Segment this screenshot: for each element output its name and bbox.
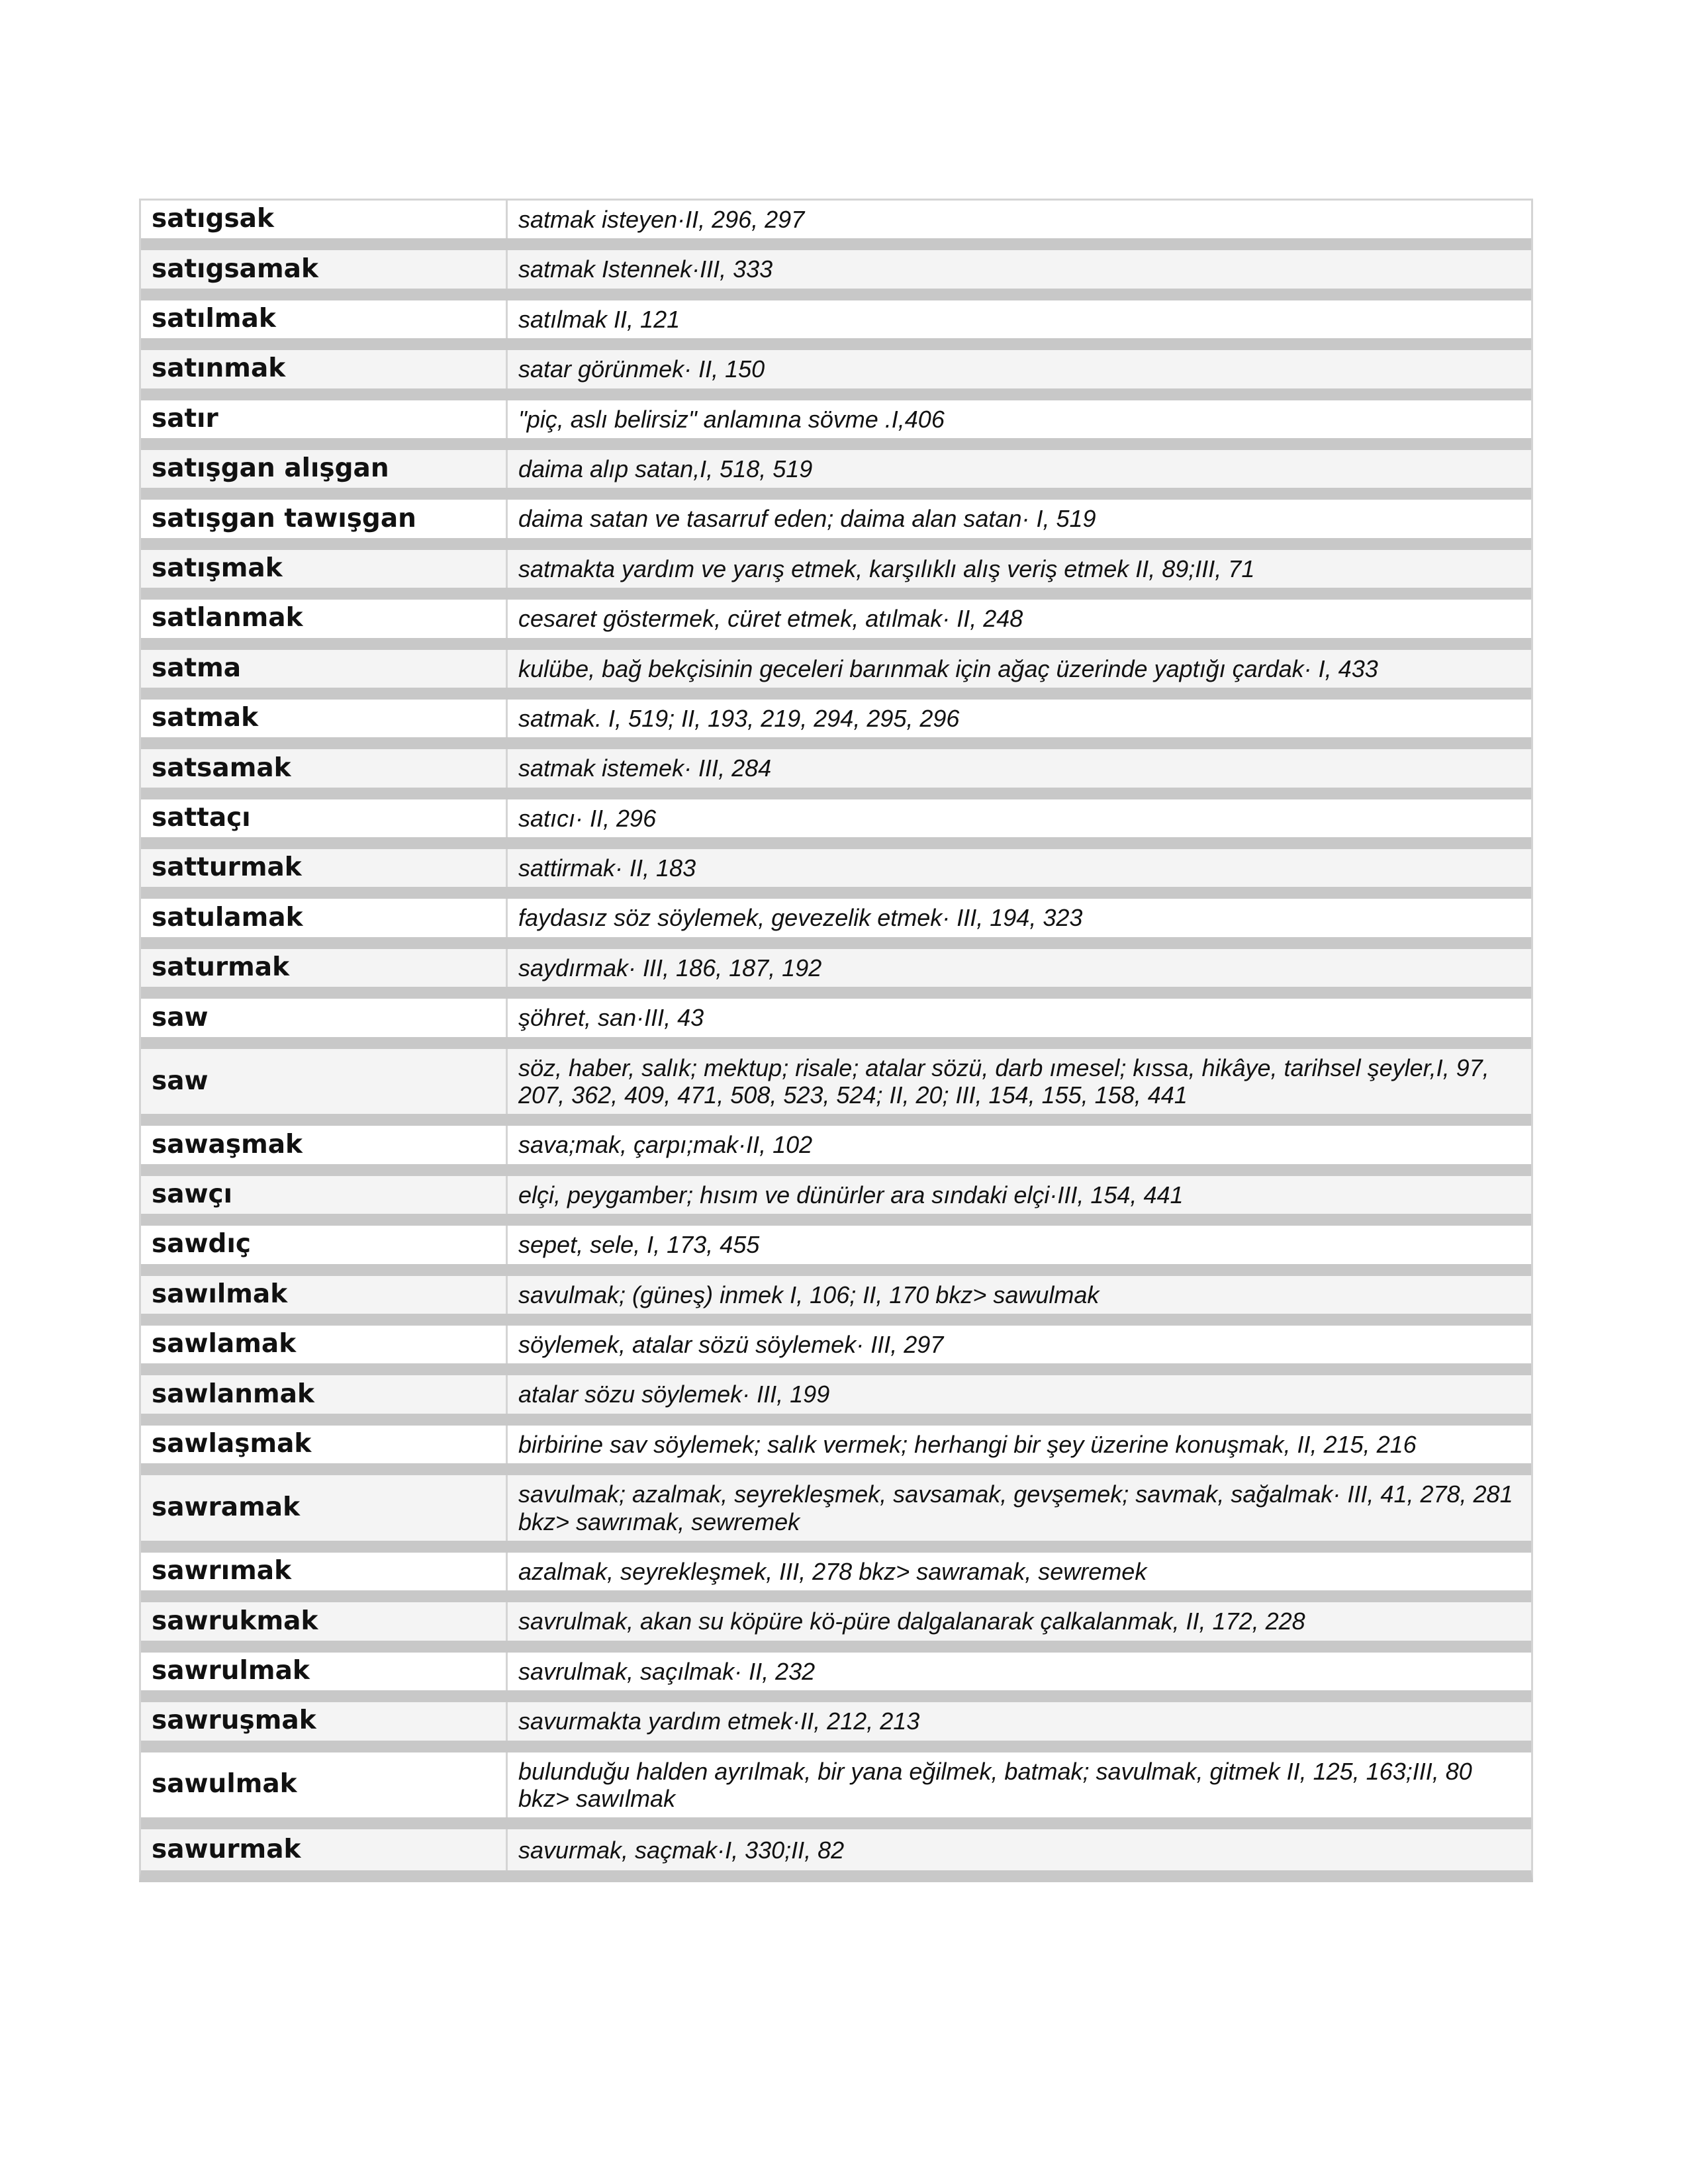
entry-definition: savulmak; (güneş) inmek I, 106; II, 170 bkz> sawulmak — [518, 1281, 1100, 1308]
entry-term: sawrukmak — [141, 1602, 508, 1640]
table-row — [141, 1829, 1531, 1870]
entry-term: sawılmak — [141, 1276, 508, 1314]
table-row — [141, 1475, 1531, 1553]
entry-definition: sepet, sele, I, 173, 455 — [518, 1231, 760, 1259]
entry-term: satıgsamak — [141, 250, 508, 288]
entry-term: satmak — [141, 700, 508, 737]
entry-term: saw — [141, 999, 508, 1036]
entry-term: sawlanmak — [141, 1375, 508, 1413]
table-row — [141, 201, 1531, 250]
table-row — [141, 1326, 1531, 1375]
table-row — [141, 450, 1531, 500]
table-row — [141, 899, 1531, 948]
entry-definition: bulunduğu halden ayrılmak, bir yana eğilmek, batmak; savulmak, gitmek II, 125, 163;III, 80 bkz> sawılmak — [518, 1757, 1472, 1812]
entry-term: satınmak — [141, 350, 508, 388]
entry-definition: kulübe, bağ bekçisinin geceleri barınmak için ağaç üzerinde yaptığı çardak· I, 433 — [518, 655, 1378, 682]
table-row — [141, 350, 1531, 400]
table-row — [141, 1426, 1531, 1475]
entry-term: satışgan tawışgan — [141, 500, 508, 537]
entry-definition: savurmak, saçmak·I, 330;II, 82 — [518, 1836, 845, 1864]
table-row — [141, 1226, 1531, 1275]
entry-definition: söz, haber, salık; mektup; risale; atalar sözü, darb ımesel; kıssa, hikâye, tarihsel şeyler,I, 97, 207, 362, 409, 471, 508, 523, 524; II, 20; III, 154, 155, 158, 441 — [518, 1054, 1489, 1109]
table-row — [141, 500, 1531, 549]
entry-definition: sava;mak, çarpı;mak·II, 102 — [518, 1131, 813, 1159]
entry-term: satturmak — [141, 849, 508, 887]
entry-term: sawçı — [141, 1176, 508, 1214]
entry-term: sawrulmak — [141, 1653, 508, 1690]
entry-definition: saydırmak· III, 186, 187, 192 — [518, 954, 822, 981]
table-row — [141, 799, 1531, 849]
table-row — [141, 1653, 1531, 1702]
entry-definition: satılmak II, 121 — [518, 305, 680, 333]
entry-definition: daima alıp satan,I, 518, 519 — [518, 455, 813, 482]
dictionary-table — [139, 199, 1533, 1882]
entry-term: saturmak — [141, 949, 508, 987]
entry-term: sawruşmak — [141, 1702, 508, 1740]
entry-term: satıgsak — [141, 201, 508, 238]
entry-definition: söylemek, atalar sözü söylemek· III, 297 — [518, 1330, 944, 1358]
table-row — [141, 1049, 1531, 1126]
entry-definition: satmak Istennek·III, 333 — [518, 255, 773, 283]
entry-term: satışgan alışgan — [141, 450, 508, 488]
entry-definition: atalar sözu söylemek· III, 199 — [518, 1381, 830, 1408]
table-row — [141, 1126, 1531, 1175]
table-row — [141, 1752, 1531, 1830]
entry-definition: savrulmak, saçılmak· II, 232 — [518, 1657, 816, 1685]
entry-term: satsamak — [141, 749, 508, 787]
table-row — [141, 550, 1531, 600]
table-row — [141, 1276, 1531, 1326]
entry-definition: "piç, aslı belirsiz" anlamına sövme .I,406 — [518, 405, 945, 433]
entry-definition: faydasız söz söylemek, gevezelik etmek· III, 194, 323 — [518, 904, 1083, 932]
entry-definition: sattirmak· II, 183 — [518, 854, 696, 882]
table-row — [141, 600, 1531, 649]
table-row — [141, 1702, 1531, 1752]
entry-term: satır — [141, 400, 508, 438]
entry-term: sawramak — [141, 1475, 508, 1541]
entry-definition: şöhret, san·III, 43 — [518, 1004, 704, 1032]
entry-definition: satmak istemek· III, 284 — [518, 754, 772, 782]
entry-definition: daima satan ve tasarruf eden; daima alan satan· I, 519 — [518, 505, 1096, 533]
table-row — [141, 650, 1531, 700]
entry-term: sawdıç — [141, 1226, 508, 1263]
table-row — [141, 749, 1531, 799]
entry-term: sawulmak — [141, 1752, 508, 1818]
entry-term: sawurmak — [141, 1829, 508, 1870]
entry-term: satılmak — [141, 300, 508, 338]
entry-definition: cesaret göstermek, cüret etmek, atılmak· II, 248 — [518, 605, 1023, 633]
entry-definition: satmak isteyen·II, 296, 297 — [518, 206, 805, 233]
entry-definition: satar görünmek· II, 150 — [518, 355, 765, 383]
entry-definition: satmak. I, 519; II, 193, 219, 294, 295, 296 — [518, 704, 960, 732]
entry-term: satma — [141, 650, 508, 688]
entry-term: sawaşmak — [141, 1126, 508, 1163]
entry-definition: elçi, peygamber; hısım ve dünürler ara sındaki elçi·III, 154, 441 — [518, 1181, 1184, 1208]
entry-definition: satıcı· II, 296 — [518, 804, 657, 832]
table-row — [141, 1553, 1531, 1602]
entry-term: sawlamak — [141, 1326, 508, 1363]
entry-term: sattaçı — [141, 799, 508, 837]
table-row — [141, 400, 1531, 450]
entry-definition: savurmakta yardım etmek·II, 212, 213 — [518, 1707, 920, 1735]
table-row — [141, 700, 1531, 749]
entry-definition: azalmak, seyrekleşmek, III, 278 bkz> sawramak, sewremek — [518, 1557, 1147, 1585]
table-row — [141, 1176, 1531, 1226]
entry-term: satışmak — [141, 550, 508, 588]
table-row — [141, 1375, 1531, 1425]
table-row — [141, 949, 1531, 999]
entry-term: sawlaşmak — [141, 1426, 508, 1463]
entry-term: satlanmak — [141, 600, 508, 637]
entry-definition: birbirine sav söylemek; salık vermek; herhangi bir şey üzerine konuşmak, II, 215, 216 — [518, 1430, 1417, 1458]
entry-definition: satmakta yardım ve yarış etmek, karşılıklı alış veriş etmek II, 89;III, 71 — [518, 555, 1255, 582]
entry-term: sawrımak — [141, 1553, 508, 1590]
table-row — [141, 250, 1531, 300]
table-row — [141, 849, 1531, 899]
entry-definition: savrulmak, akan su köpüre kö-püre dalgalanarak çalkalanmak, II, 172, 228 — [518, 1608, 1305, 1635]
table-row — [141, 1602, 1531, 1652]
table-row — [141, 300, 1531, 350]
entry-term: saw — [141, 1049, 508, 1115]
entry-term: satulamak — [141, 899, 508, 936]
table-row — [141, 999, 1531, 1048]
entry-definition: savulmak; azalmak, seyrekleşmek, savsamak, gevşemek; savmak, sağalmak· III, 41, 278, 281 bkz> sawrımak, sewremek — [518, 1480, 1513, 1535]
